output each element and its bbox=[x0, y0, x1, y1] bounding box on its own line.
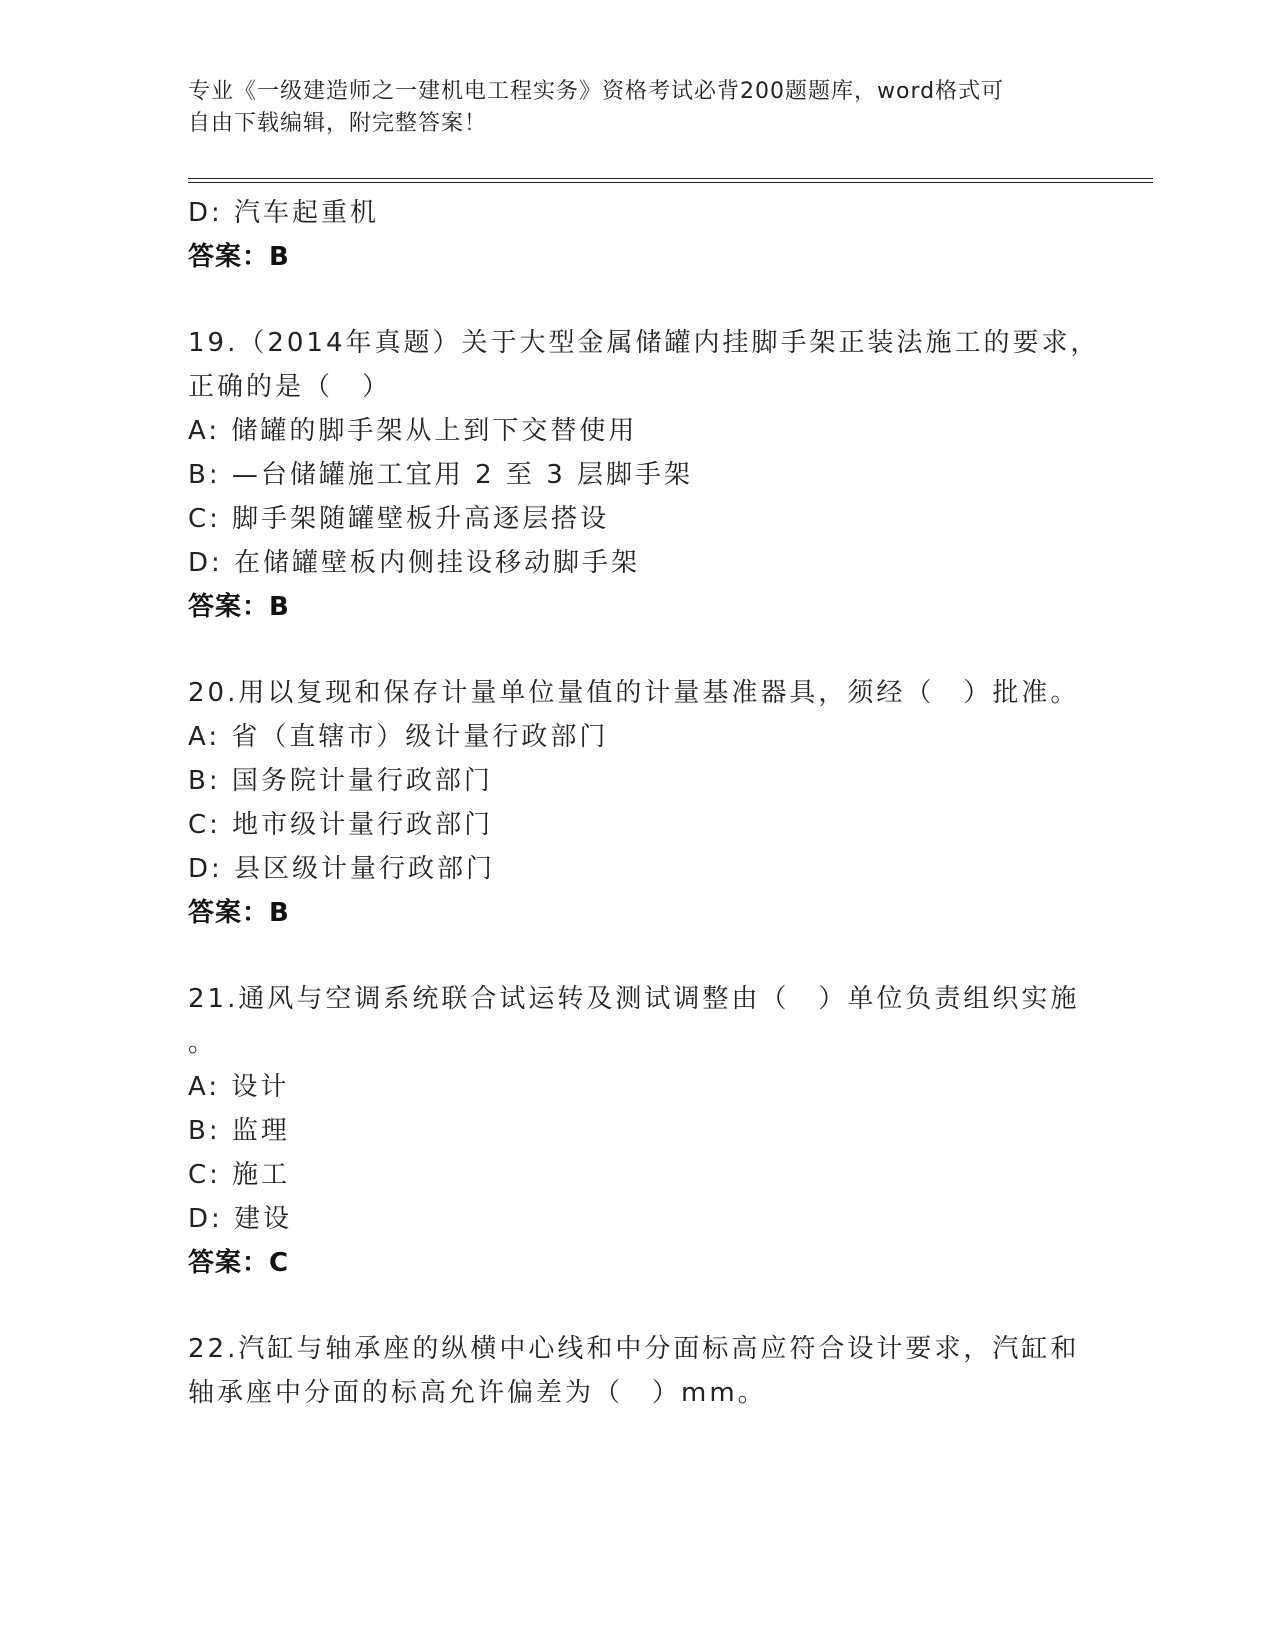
header-line-1: 专业《一级建造师之一建机电工程实务》资格考试必背200题题库，word格式可 bbox=[188, 79, 1005, 104]
q20-option-c: C: 地市级计量行政部门 bbox=[188, 810, 494, 840]
q20-answer: 答案：B bbox=[188, 898, 290, 928]
q20-option-d: D: 县区级计量行政部门 bbox=[188, 854, 496, 884]
header-line-2: 自由下载编辑，附完整答案！ bbox=[188, 111, 488, 136]
q21-stem-line-1: 21.通风与空调系统联合试运转及测试调整由（ ）单位负责组织实施 bbox=[188, 984, 1080, 1014]
q21-option-b: B: 监理 bbox=[188, 1116, 290, 1146]
q22-stem-line-1: 22.汽缸与轴承座的纵横中心线和中分面标高应符合设计要求，汽缸和 bbox=[188, 1334, 1080, 1364]
prev-answer: 答案：B bbox=[188, 242, 290, 272]
q19-answer: 答案：B bbox=[188, 592, 290, 622]
q20-stem: 20.用以复现和保存计量单位量值的计量基准器具，须经（ ）批准。 bbox=[188, 678, 1080, 708]
q19-stem-line-2: 正确的是（ ） bbox=[188, 372, 392, 402]
q22-stem-line-2: 轴承座中分面的标高允许偏差为（ ）mm。 bbox=[188, 1378, 767, 1408]
q21-option-d: D: 建设 bbox=[188, 1204, 293, 1234]
q19-option-d: D: 在储罐壁板内侧挂设移动脚手架 bbox=[188, 548, 641, 578]
q19-option-c: C: 脚手架随罐壁板升高逐层搭设 bbox=[188, 504, 610, 534]
q21-answer: 答案：C bbox=[188, 1248, 290, 1278]
document-header bbox=[188, 76, 1088, 140]
prev-option-d: D: 汽车起重机 bbox=[188, 198, 380, 228]
q21-option-c: C: 施工 bbox=[188, 1160, 291, 1190]
q19-option-b: B: —台储罐施工宜用 2 至 3 层脚手架 bbox=[188, 460, 694, 490]
q20-option-a: A: 省（直辖市）级计量行政部门 bbox=[188, 722, 609, 752]
q19-stem-line-1: 19.（2014年真题）关于大型金属储罐内挂脚手架正装法施工的要求， bbox=[188, 328, 1100, 358]
q19-option-a: A: 储罐的脚手架从上到下交替使用 bbox=[188, 416, 638, 446]
header-rule-bottom bbox=[188, 182, 1153, 183]
q20-option-b: B: 国务院计量行政部门 bbox=[188, 766, 493, 796]
q21-stem-line-2: 。 bbox=[188, 1028, 218, 1058]
q21-option-a: A: 设计 bbox=[188, 1072, 290, 1102]
header-rule-top bbox=[188, 178, 1153, 179]
